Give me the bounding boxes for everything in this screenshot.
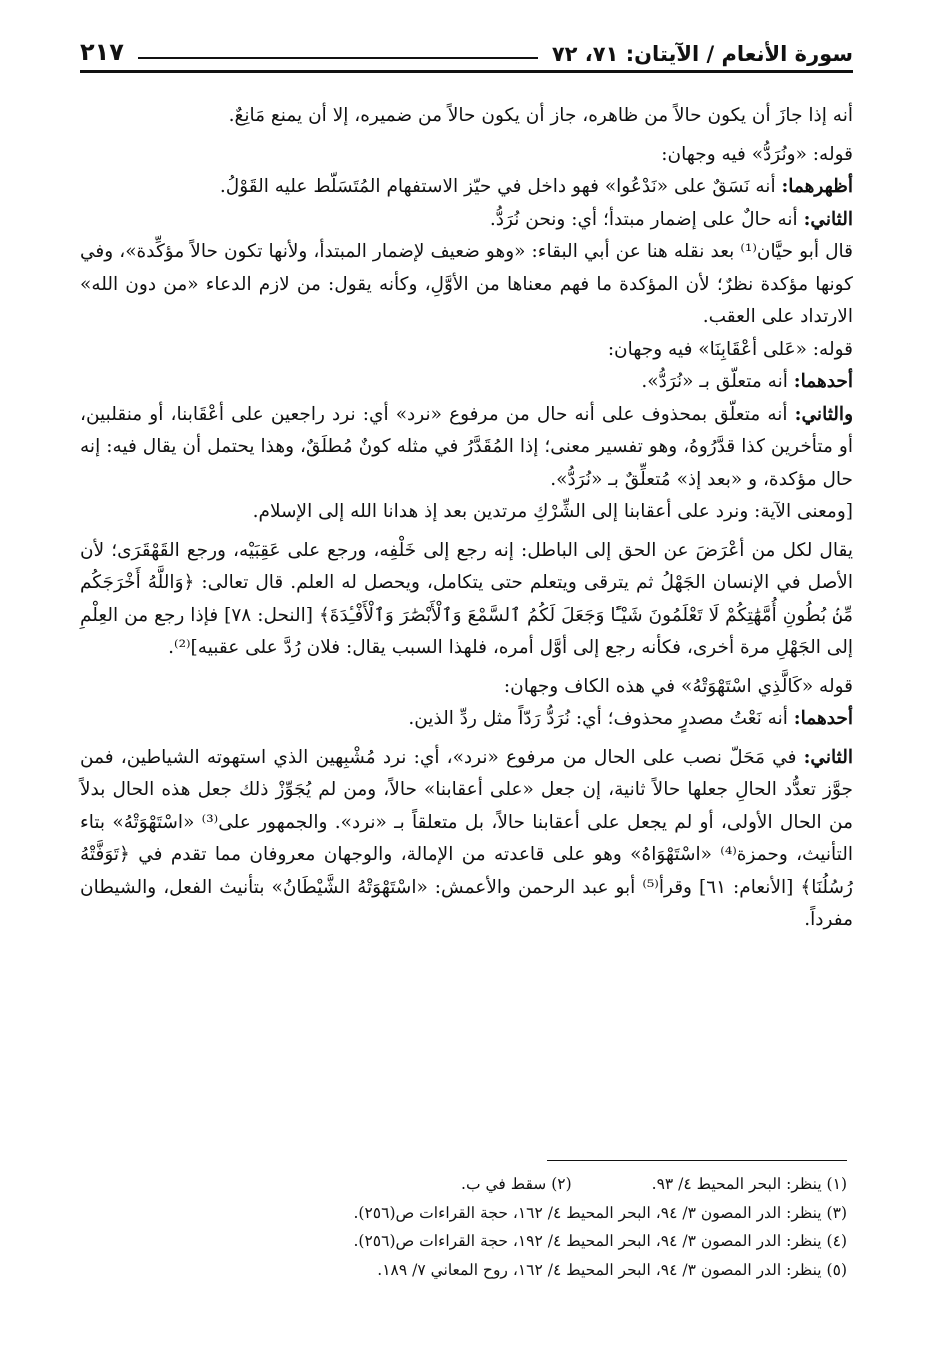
footnote-row <box>110 1170 847 1199</box>
paragraph: أحدهما: أنه نَعْتُ مصدرٍ محذوف؛ أي: نُرَدُّ رَدّاً مثل ردِّ الذين. <box>408 708 853 729</box>
page-header <box>80 30 853 73</box>
footnote-divider <box>547 1160 847 1161</box>
paragraph: الثاني: أنه حالٌ على إضمار مبتدأ؛ أي: ونحن نُرَدُّ. <box>489 208 853 230</box>
footnote-1: (١) ينظر: البحر المحيط ٤/ ٩٣. <box>651 1175 847 1193</box>
header-rule <box>138 57 538 59</box>
paragraph: والثاني: أنه متعلّق بمحذوف على أنه حال من مرفوع «نرد» أي: نرد راجعين على أعْقَابنا، أو منقلبين، أو متأخرين كذا قدَّرُوهُ، وهو تفسير معنى؛ إذا المُقَدَّرُ في مثله كونٌ مُطلَقٌ، وهذا يحتمل أن يقال فيه: إنه حال مؤكدة، و «بعد إذ» مُتعلِّقٌ بـ «نُرَدُّ». <box>80 403 853 490</box>
surah-title: سورة الأنعام / الآيتان: ٧١، ٧٢ <box>551 42 853 66</box>
footnotes <box>110 1170 847 1284</box>
footnote-3: (٣) ينظر: الدر المصون ٣/ ٩٤، البحر المحيط ٤/ ١٦٢، حجة القراءات ص(٢٥٦). <box>353 1203 847 1222</box>
paragraph: قوله: «عَلى أعْقَابِنَا» فيه وجهان: <box>607 338 853 360</box>
paragraph: الثاني: في مَحَلّ نصب على الحال من مرفوع «نرد»، أي: نرد مُشْبِهين الذي استهوته الشياطين، فمن جوَّز تعدُّد الحالِ جعلها حالاً ثانية، إن جعل «على أعقابنا» حالاً، ومن لم يُجَوِّزْ ذلك جعل هذه الحال بدلاً من الحال الأولى، أو لم يجعل على أعقابنا حالاً، بل متعلقاً بـ «نرد». والجمهور على⁽³⁾ «اسْتَهْوَتْهُ» بتاء التأنيث، وحمزة⁽⁴⁾ «اسْتَهْوَاهُ» وهو على قاعدته من الإمالة، والوجهان معروفان مما تقدم في ﴿تَوَفَّتْهُ رُسُلُنَا﴾ [الأنعام: ٦١] وقرأ⁽⁵⁾ أبو عبد الرحمن والأعمش: «اسْتَهْوَتْهُ الشَّيْطَانُ» بتأنيث الفعل، والشيطان مفرداً. <box>80 746 853 930</box>
paragraph: [ومعنى الآية: ونرد على أعقابنا إلى الشِّرْكِ مرتدين بعد إذ هدانا الله إلى الإسلام. <box>252 501 853 522</box>
footnote-4: (٤) ينظر: الدر المصون ٣/ ٩٤، البحر المحيط ٤/ ١٩٢، حجة القراءات ص(٢٥٦). <box>353 1232 847 1250</box>
paragraph: قوله «كَالَّذِي اسْتَهْوَتْهُ» في هذه الكاف وجهان: <box>503 675 853 697</box>
paragraph: أظهرهما: أنه نَسَقٌ على «نَدْعُوا» فهو داخل في حيّز الاستفهام المُتَسَلّط عليه القَوْلُ. <box>219 176 853 197</box>
paragraph: أنه إذا جازَ أن يكون حالاً من ظاهره، جاز أن يكون حالاً من ضميره، إلا أن يمنع مَانِعٌ. <box>228 105 853 126</box>
paragraph: قال أبو حيَّان⁽¹⁾ بعد نقله هنا عن أبي البقاء: «وهو ضعيف لإضمار المبتدأ، ولأنها تكون حالاً مؤكِّدة»، وفي كونها مؤكدة نظرٌ؛ لأن المؤكدة ما فهم معناها من الأوَّلِ، وكأنه يقول: من لازم الدعاء «من دون الله» الارتداد على العقب. <box>80 241 853 327</box>
main-text <box>80 100 853 937</box>
paragraph: يقال لكل من أعْرَضَ عن الحق إلى الباطل: إنه رجع إلى خَلْفِه، ورجع على عَقِبَيْه، ورجع القَهْقَرَى؛ لأن الأصل في الإنسان الجَهْلُ ثم يترقى ويتعلم حتى يتكامل، ويحصل له العلم. قال تعالى: ﴿وَاللَّهُ أَخْرَجَكُم مِّنۢ بُطُونِ أُمَّهَٰتِكُمْ لَا تَعْلَمُونَ شَيْـًٔا وَجَعَلَ لَكُمُ ٱلسَّمْعَ وَٱلْأَبْصَٰرَ وَٱلْأَفْـِٔدَةَ﴾ [النحل: ٧٨] فإذا رجع من العِلْمِ إلى الجَهْلِ مرة أخرى، فكأنه رجع إلى أوَّل أمره، فلهذا السبب يقال: فلان رُدَّ على عقبيه]⁽²⁾. <box>80 539 853 658</box>
footnote-5: (٥) ينظر: الدر المصون ٣/ ٩٤، البحر المحيط ٤/ ١٦٢، روح المعاني ٧/ ١٨٩. <box>377 1260 847 1279</box>
footnote-2: (٢) سقط في ب. <box>461 1175 572 1193</box>
page-number: ٢١٧ <box>80 38 124 66</box>
paragraph: قوله: «ونُرَدُّ» فيه وجهان: <box>661 143 853 165</box>
paragraph: أحدهما: أنه متعلّق بـ «نُرَدُّ». <box>641 371 853 392</box>
